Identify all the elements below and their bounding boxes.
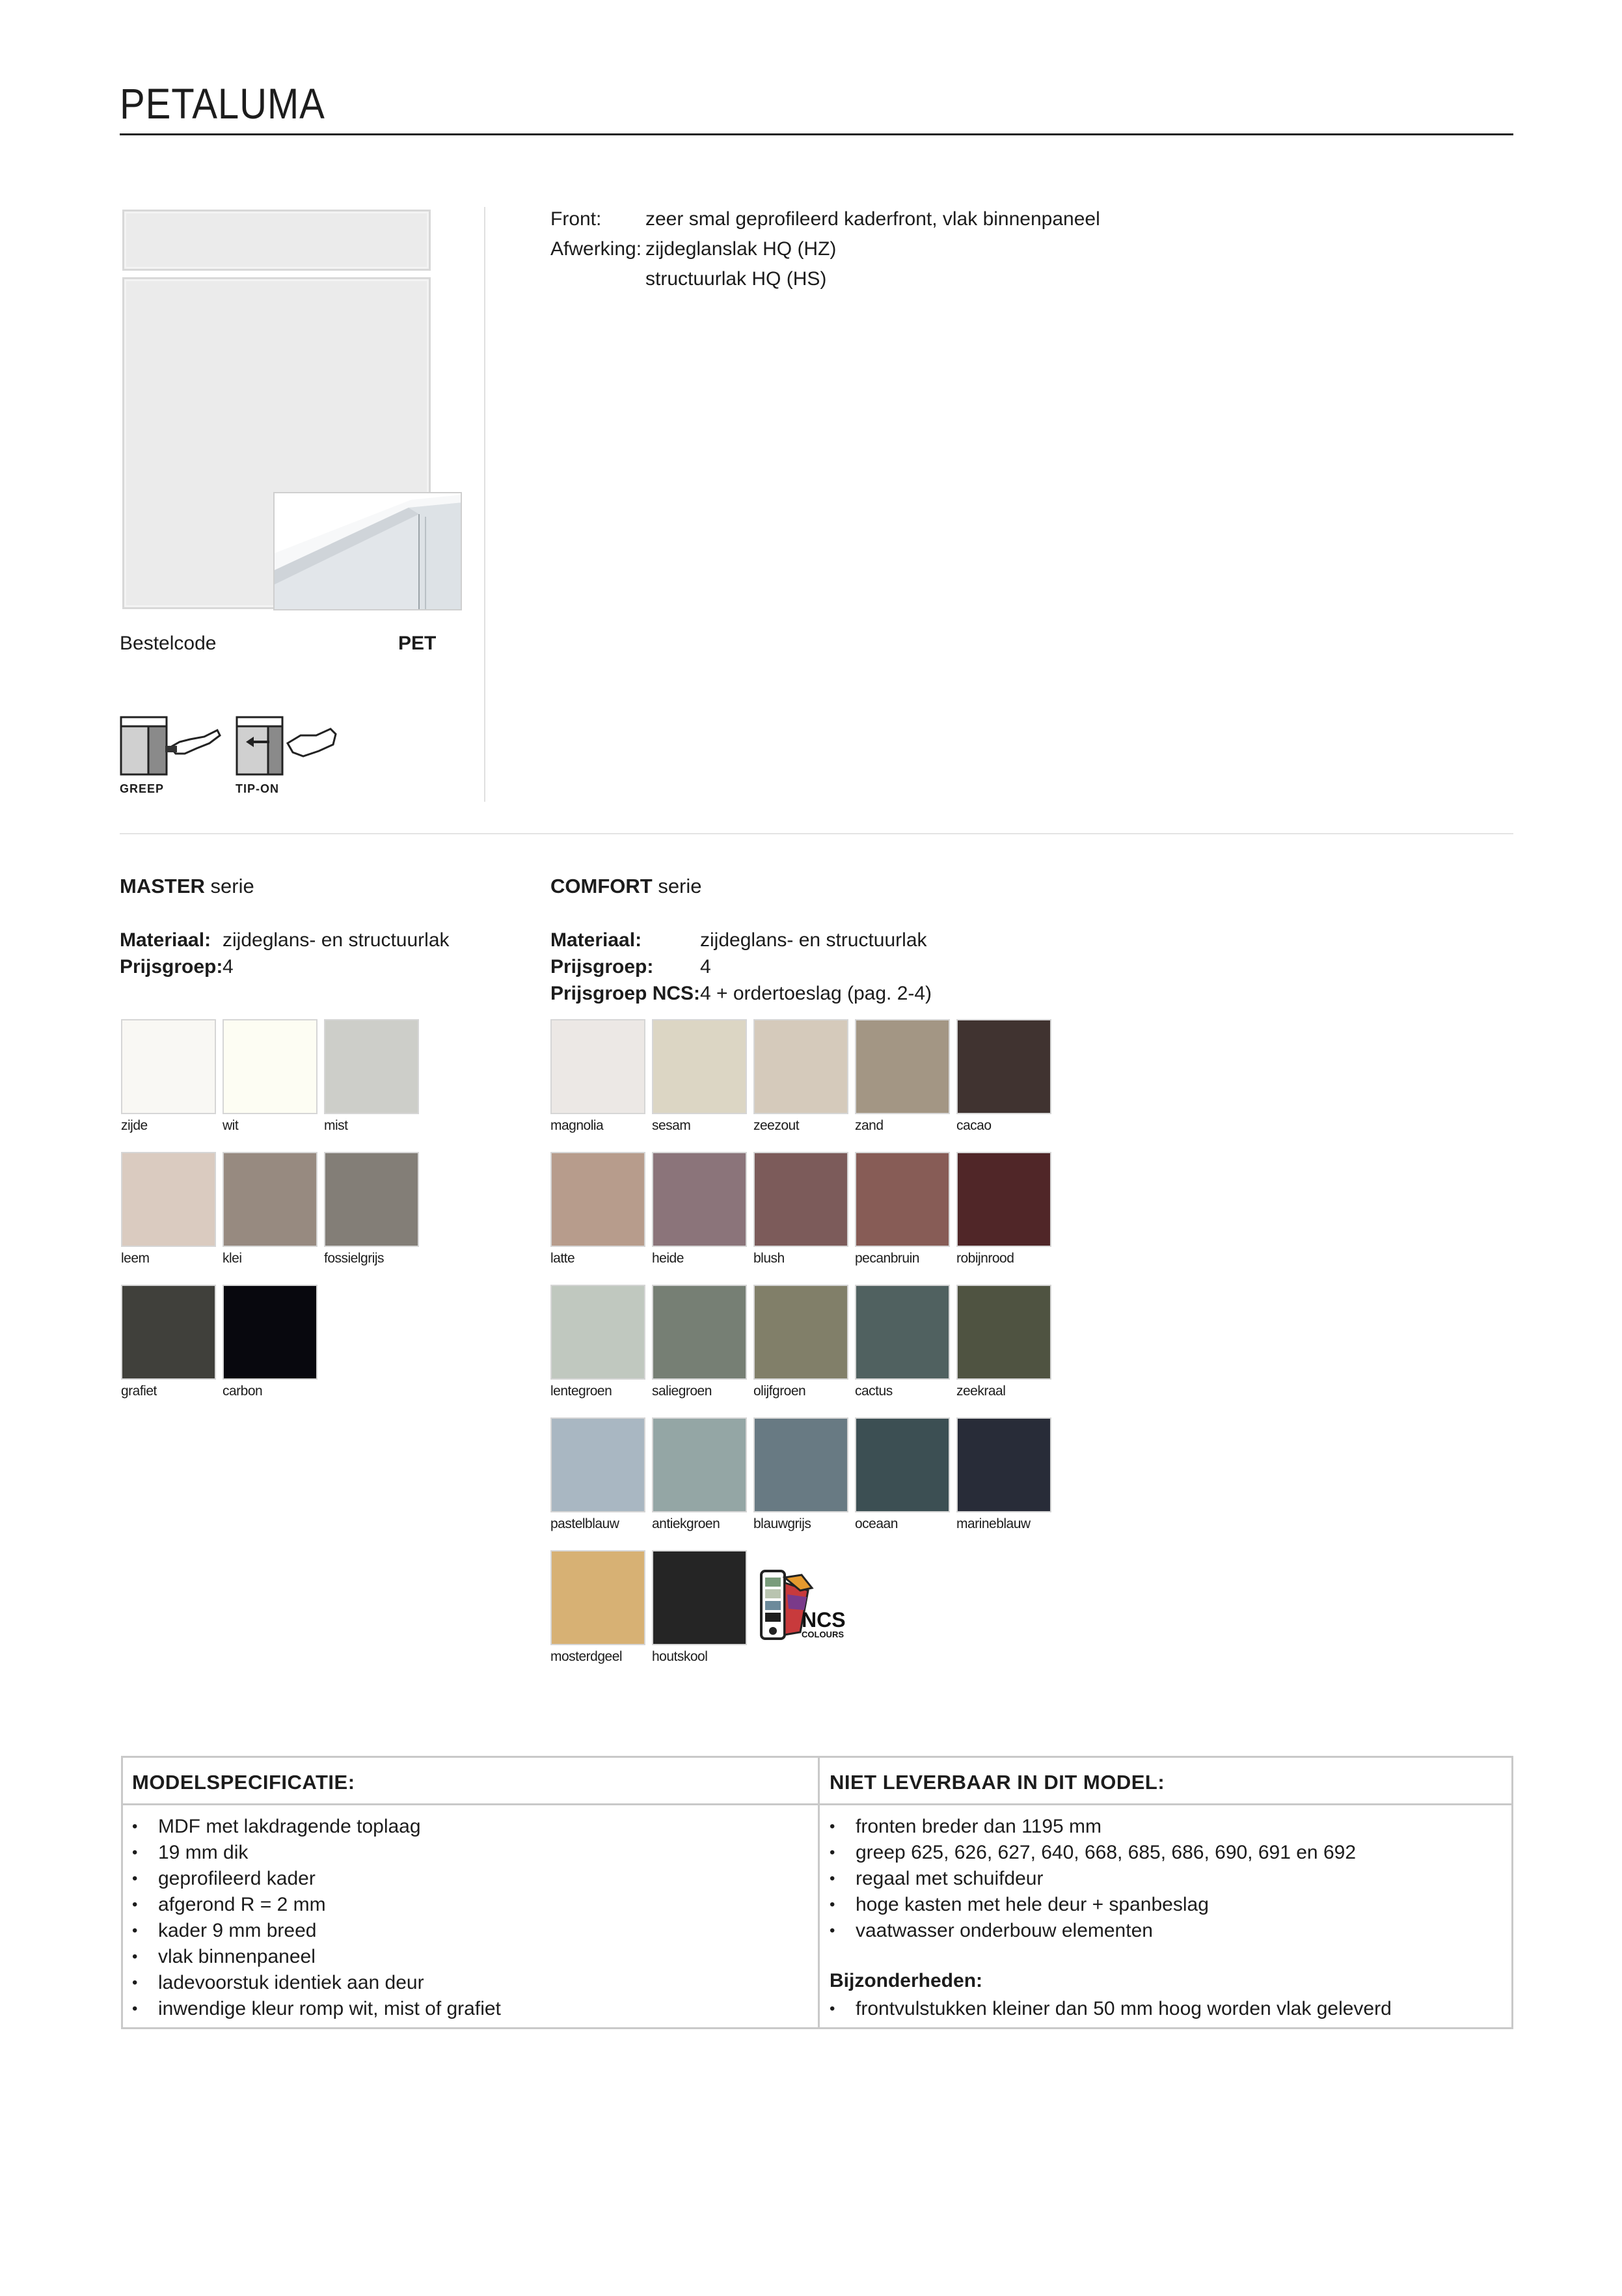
master-material-label: Materiaal:	[120, 929, 211, 951]
column-divider	[484, 207, 485, 802]
comfort-title-rest: serie	[652, 875, 702, 897]
master-swatch-fossielgrijs	[324, 1152, 419, 1247]
model-spec-item: • vlak binnenpaneel	[123, 1944, 501, 1970]
comfort-price-value: 4	[700, 956, 711, 977]
ncs-colours-logo	[755, 1562, 852, 1647]
handle-grip-icon	[120, 713, 224, 778]
comfort-material-label: Materiaal:	[550, 929, 642, 951]
comfort-swatch-label: blush	[753, 1251, 785, 1266]
tip-on-push-icon	[236, 713, 340, 778]
option-tip-on	[236, 713, 340, 795]
not-available-item: • regaal met schuifdeur	[820, 1866, 1356, 1892]
comfort-swatch-label: antiekgroen	[652, 1516, 720, 1531]
table-header-divider	[123, 1803, 1511, 1805]
comfort-swatch-olijfgroen	[753, 1285, 848, 1380]
comfort-ncs-value: 4 + ordertoeslag (pag. 2-4)	[700, 983, 932, 1004]
not-available-header: NIET LEVERBAAR IN DIT MODEL:	[830, 1771, 1165, 1794]
comfort-swatch-label: cacao	[956, 1118, 992, 1133]
title-divider	[120, 133, 1513, 135]
front-drawer-panel	[122, 210, 431, 271]
option-tip-on-label: TIP-ON	[236, 782, 279, 795]
section-divider	[120, 833, 1513, 834]
frame-detail-image	[273, 492, 462, 610]
comfort-swatch-label: heide	[652, 1251, 684, 1266]
model-spec-item: • 19 mm dik	[123, 1840, 501, 1866]
comfort-swatch-cactus	[855, 1285, 950, 1380]
master-swatch-label: wit	[223, 1118, 239, 1133]
comfort-swatch-label: magnolia	[550, 1118, 604, 1133]
comfort-swatch-heide	[652, 1152, 747, 1247]
notes-list	[820, 1996, 1392, 2022]
comfort-swatch-sesam	[652, 1019, 747, 1114]
order-code-value: PET	[398, 633, 437, 654]
comfort-swatch-label: olijfgroen	[753, 1384, 806, 1399]
ncs-fan-icon	[755, 1562, 852, 1647]
model-spec-header: MODELSPECIFICATIE:	[132, 1771, 355, 1794]
comfort-series-title	[550, 875, 702, 898]
comfort-swatch-label: pecanbruin	[855, 1251, 919, 1266]
comfort-swatch-label: houtskool	[652, 1649, 708, 1664]
comfort-swatch-lentegroen	[550, 1285, 645, 1380]
not-available-list	[820, 1814, 1356, 1944]
notes-header: Bijzonderheden:	[830, 1970, 983, 1991]
finish-value-1: zijdeglanslak HQ (HZ)	[645, 238, 837, 260]
master-swatch-label: zijde	[121, 1118, 148, 1133]
table-column-divider	[818, 1758, 820, 2027]
comfort-swatch-zeekraal	[956, 1285, 1051, 1380]
comfort-ncs-label: Prijsgroep NCS:	[550, 983, 701, 1004]
frame-corner-detail-icon	[275, 493, 462, 610]
master-material-value: zijdeglans- en structuurlak	[223, 929, 450, 951]
comfort-swatch-label: zand	[855, 1118, 884, 1133]
model-spec-item: • ladevoorstuk identiek aan deur	[123, 1970, 501, 1996]
master-price-value: 4	[223, 956, 234, 977]
comfort-swatch-oceaan	[855, 1417, 950, 1512]
comfort-swatch-label: zeekraal	[956, 1384, 1006, 1399]
comfort-swatch-label: saliegroen	[652, 1384, 712, 1399]
comfort-swatch-label: blauwgrijs	[753, 1516, 811, 1531]
comfort-swatch-label: robijnrood	[956, 1251, 1014, 1266]
not-available-item: • vaatwasser onderbouw elementen	[820, 1918, 1356, 1944]
comfort-swatch-blush	[753, 1152, 848, 1247]
model-spec-item: • kader 9 mm breed	[123, 1918, 501, 1944]
comfort-swatch-magnolia	[550, 1019, 645, 1114]
not-available-item: • hoge kasten met hele deur + spanbeslag	[820, 1892, 1356, 1918]
comfort-swatch-blauwgrijs	[753, 1417, 848, 1512]
model-spec-table	[121, 1756, 1513, 2029]
comfort-swatch-houtskool	[652, 1550, 747, 1645]
comfort-swatch-label: marineblauw	[956, 1516, 1031, 1531]
master-swatch-grafiet	[121, 1285, 216, 1380]
comfort-swatch-label: cactus	[855, 1384, 893, 1399]
master-swatch-label: mist	[324, 1118, 348, 1133]
comfort-swatch-pastelblauw	[550, 1417, 645, 1512]
comfort-swatch-cacao	[956, 1019, 1051, 1114]
master-swatch-leem	[121, 1152, 216, 1247]
master-swatch-label: klei	[223, 1251, 242, 1266]
model-spec-item: • geprofileerd kader	[123, 1866, 501, 1892]
front-label: Front:	[550, 208, 602, 230]
comfort-swatch-label: oceaan	[855, 1516, 898, 1531]
comfort-swatch-mosterdgeel	[550, 1550, 645, 1645]
comfort-swatch-robijnrood	[956, 1152, 1051, 1247]
comfort-swatch-pecanbruin	[855, 1152, 950, 1247]
master-title-rest: serie	[204, 875, 254, 897]
model-spec-list	[123, 1814, 501, 2022]
comfort-swatch-label: mosterdgeel	[550, 1649, 623, 1664]
comfort-price-label: Prijsgroep:	[550, 956, 654, 977]
master-series-title	[120, 875, 254, 898]
order-code-label: Bestelcode	[120, 633, 217, 654]
comfort-swatch-marineblauw	[956, 1417, 1051, 1512]
finish-value-2: structuurlak HQ (HS)	[645, 268, 827, 290]
master-swatch-label: grafiet	[121, 1384, 157, 1399]
master-swatch-mist	[324, 1019, 419, 1114]
master-swatch-carbon	[223, 1285, 318, 1380]
option-greep	[120, 713, 224, 795]
model-spec-item: • afgerond R = 2 mm	[123, 1892, 501, 1918]
comfort-swatch-latte	[550, 1152, 645, 1247]
notes-item: • frontvulstukken kleiner dan 50 mm hoog worden vlak geleverd	[820, 1996, 1392, 2022]
comfort-swatch-antiekgroen	[652, 1417, 747, 1512]
master-swatch-label: carbon	[223, 1384, 263, 1399]
master-swatch-label: leem	[121, 1251, 150, 1266]
master-swatch-zijde	[121, 1019, 216, 1114]
master-price-label: Prijsgroep:	[120, 956, 223, 977]
not-available-item: • fronten breder dan 1195 mm	[820, 1814, 1356, 1840]
ncs-logo-subtext: COLOURS	[802, 1630, 844, 1639]
master-swatch-wit	[223, 1019, 318, 1114]
comfort-swatch-label: zeezout	[753, 1118, 800, 1133]
comfort-swatch-zeezout	[753, 1019, 848, 1114]
comfort-material-value: zijdeglans- en structuurlak	[700, 929, 927, 951]
finish-label: Afwerking:	[550, 238, 642, 260]
master-title-bold: MASTER	[120, 875, 205, 897]
comfort-swatch-label: lentegroen	[550, 1384, 612, 1399]
master-swatch-label: fossielgrijs	[324, 1251, 385, 1266]
comfort-swatch-saliegroen	[652, 1285, 747, 1380]
comfort-swatch-zand	[855, 1019, 950, 1114]
comfort-swatch-label: pastelblauw	[550, 1516, 619, 1531]
page-title: PETALUMA	[120, 79, 325, 128]
comfort-swatch-label: sesam	[652, 1118, 691, 1133]
option-greep-label: GREEP	[120, 782, 165, 795]
master-swatch-klei	[223, 1152, 318, 1247]
ncs-logo-text: NCS	[802, 1608, 846, 1632]
comfort-title-bold: COMFORT	[550, 875, 653, 897]
model-spec-item: • inwendige kleur romp wit, mist of grafiet	[123, 1996, 501, 2022]
not-available-item: • greep 625, 626, 627, 640, 668, 685, 686, 690, 691 en 692	[820, 1840, 1356, 1866]
model-spec-item: • MDF met lakdragende toplaag	[123, 1814, 501, 1840]
front-value: zeer smal geprofileerd kaderfront, vlak binnenpaneel	[645, 208, 1100, 230]
comfort-swatch-label: latte	[550, 1251, 575, 1266]
